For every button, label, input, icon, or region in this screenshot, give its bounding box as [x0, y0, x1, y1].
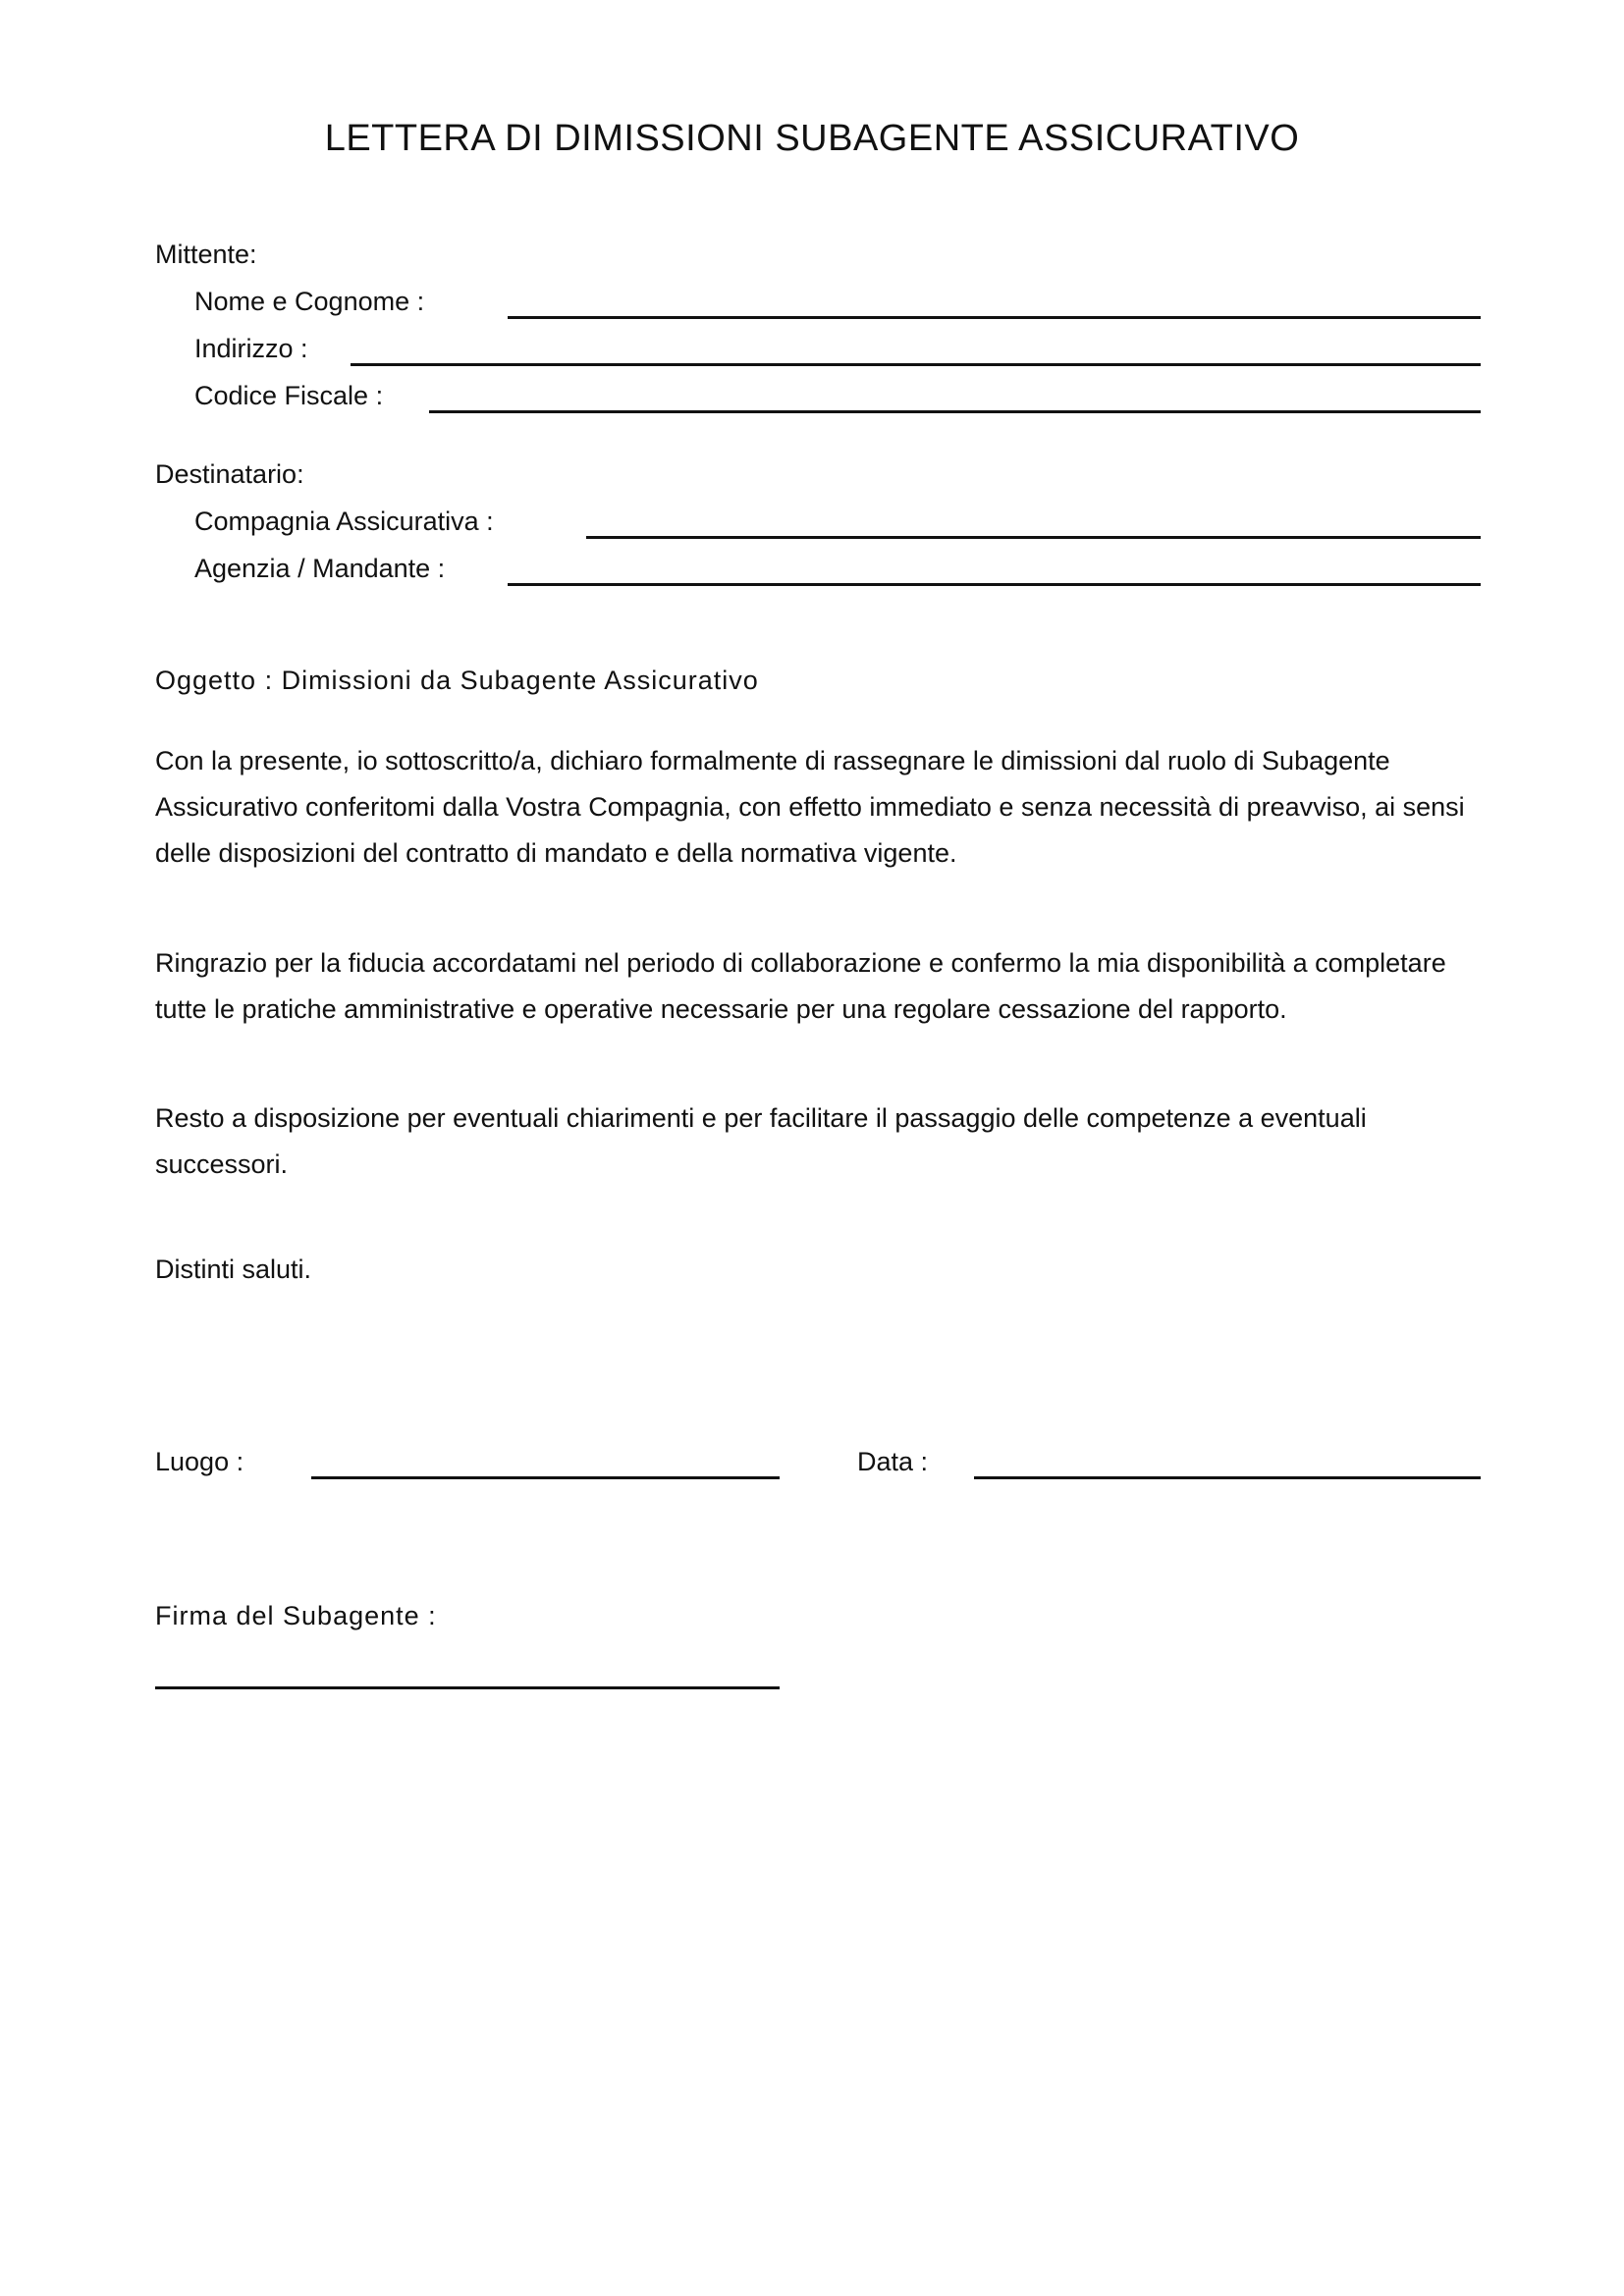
recipient-agency-field[interactable] [508, 583, 1481, 586]
sender-tax-code-field[interactable] [429, 410, 1481, 413]
date-field[interactable] [974, 1476, 1481, 1479]
signature-label: Firma del Subagente : [155, 1601, 437, 1630]
document-title: LETTERA DI DIMISSIONI SUBAGENTE ASSICURATIVO [324, 118, 1300, 159]
body-paragraph-1: Con la presente, io sottoscritto/a, dichiaro formalmente di rassegnare le dimissioni dal ruolo di Subagente Assicurativo conferitomi dalla Vostra Compagnia, con effetto immediato e senza necessità di preavviso, ai sensi delle disposizioni del contratto di mandato e della normativa vigente. [155, 746, 1465, 868]
recipient-company-label: Compagnia Assicurativa : [194, 507, 494, 536]
body-paragraph-3: Resto a disposizione per eventuali chiarimenti e per facilitare il passaggio delle competenze a eventuali successori. [155, 1103, 1367, 1179]
body-paragraph-2: Ringrazio per la fiducia accordatami nel periodo di collaborazione e confermo la mia disponibilità a completare tutte le pratiche amministrative e operative necessarie per una regolare cessazione del rapporto. [155, 948, 1446, 1024]
recipient-company-field[interactable] [586, 536, 1481, 539]
sender-name-field[interactable] [508, 316, 1481, 319]
signature-field[interactable] [155, 1686, 780, 1689]
recipient-heading: Destinatario: [155, 459, 304, 489]
sender-heading: Mittente: [155, 240, 257, 269]
place-field[interactable] [311, 1476, 780, 1479]
sender-tax-code-label: Codice Fiscale : [194, 381, 384, 410]
place-label: Luogo : [155, 1447, 244, 1476]
sender-name-label: Nome e Cognome : [194, 287, 425, 316]
sender-address-field[interactable] [351, 363, 1481, 366]
sender-address-label: Indirizzo : [194, 334, 308, 363]
date-label: Data : [857, 1447, 929, 1476]
closing-salutation: Distinti saluti. [155, 1255, 312, 1284]
subject-line: Oggetto : Dimissioni da Subagente Assicurativo [155, 666, 759, 695]
recipient-agency-label: Agenzia / Mandante : [194, 554, 446, 583]
